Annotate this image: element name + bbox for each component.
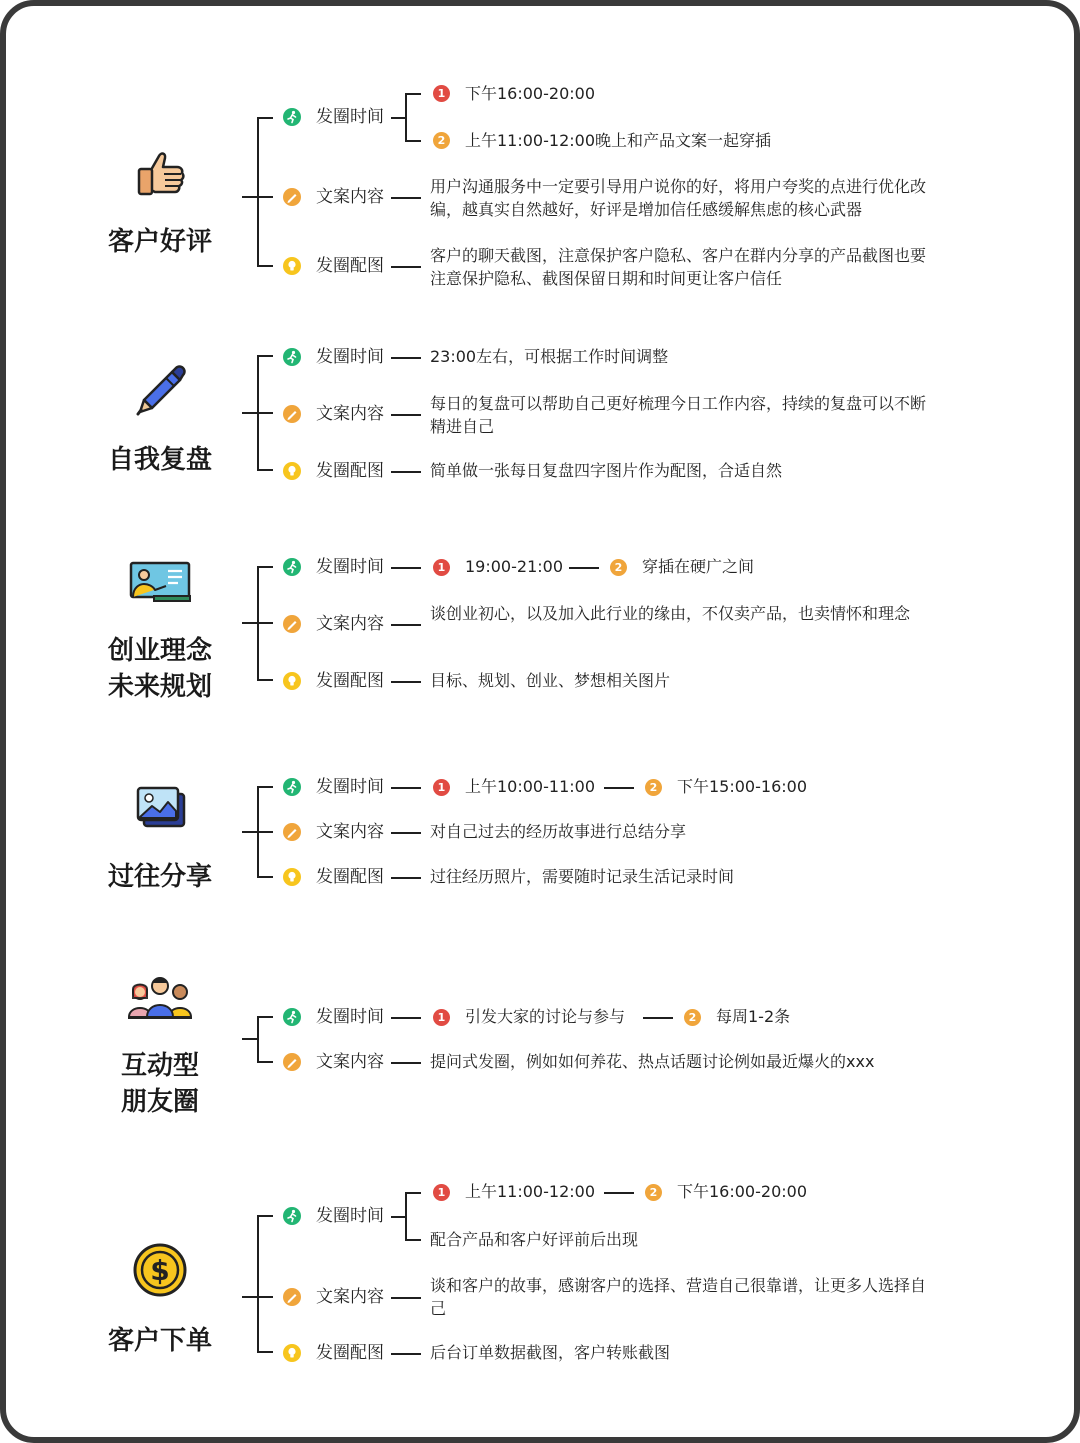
connector bbox=[257, 1016, 273, 1018]
connector bbox=[391, 1062, 421, 1064]
lightbulb-icon bbox=[282, 461, 302, 481]
presentation-board-icon bbox=[128, 560, 192, 604]
label-copy-content: 文案内容 bbox=[316, 404, 384, 424]
connector bbox=[391, 1017, 421, 1019]
time-option-2: 每周1-2条 bbox=[716, 1007, 791, 1026]
connector bbox=[604, 1192, 634, 1194]
label-post-image: 发圈配图 bbox=[316, 256, 384, 276]
connector bbox=[257, 196, 273, 198]
number-badge-1: 1 bbox=[433, 1184, 450, 1201]
pencil-icon bbox=[282, 187, 302, 207]
connector bbox=[405, 1192, 421, 1194]
running-man-icon bbox=[282, 777, 302, 797]
connector bbox=[391, 624, 421, 626]
pencil-icon bbox=[282, 1052, 302, 1072]
lightbulb-icon bbox=[282, 1343, 302, 1363]
connector bbox=[257, 831, 273, 833]
label-copy-content: 文案内容 bbox=[316, 1052, 384, 1072]
label-post-time: 发圈时间 bbox=[316, 1007, 384, 1027]
connector bbox=[257, 265, 273, 267]
connector bbox=[405, 93, 421, 95]
connector bbox=[257, 469, 273, 471]
connector bbox=[257, 355, 273, 357]
connector bbox=[405, 1239, 421, 1241]
connector bbox=[257, 786, 273, 788]
running-man-icon bbox=[282, 557, 302, 577]
number-badge-1: 1 bbox=[433, 1009, 450, 1026]
connector bbox=[257, 1296, 273, 1298]
section-title-line-2: 未来规划 bbox=[107, 672, 212, 702]
time-option-1: 引发大家的讨论与参与 bbox=[465, 1007, 626, 1026]
lightbulb-icon bbox=[282, 671, 302, 691]
lightbulb-icon bbox=[282, 256, 302, 276]
label-copy-content: 文案内容 bbox=[316, 614, 384, 634]
running-man-icon bbox=[282, 1007, 302, 1027]
connector bbox=[242, 831, 258, 833]
section-title: 客户好评 bbox=[107, 227, 212, 257]
pen-icon bbox=[130, 360, 190, 420]
connector bbox=[242, 1296, 258, 1298]
number-badge-1: 1 bbox=[433, 85, 450, 102]
connector bbox=[391, 1216, 405, 1218]
time-option-2: 上午11:00-12:00晚上和产品文案一起穿插 bbox=[465, 131, 771, 150]
connector bbox=[391, 1297, 421, 1299]
time-option-2: 下午16:00-20:00 bbox=[677, 1182, 807, 1201]
number-badge-2: 2 bbox=[433, 132, 450, 149]
time-option-1: 下午16:00-20:00 bbox=[465, 84, 595, 103]
section-title-line-2: 朋友圈 bbox=[120, 1087, 199, 1117]
post-image-text: 目标、规划、创业、梦想相关图片 bbox=[430, 671, 671, 690]
bracket bbox=[257, 117, 259, 267]
connector bbox=[391, 787, 421, 789]
bracket bbox=[257, 1016, 259, 1063]
post-image-text: 简单做一张每日复盘四字图片作为配图，合适自然 bbox=[430, 461, 783, 480]
connector bbox=[391, 414, 421, 416]
connector bbox=[391, 681, 421, 683]
time-option-1: 上午10:00-11:00 bbox=[465, 777, 595, 796]
pencil-icon bbox=[282, 1287, 302, 1307]
section-title: 客户下单 bbox=[107, 1326, 212, 1356]
connector bbox=[242, 196, 258, 198]
dollar-coin-icon bbox=[132, 1242, 188, 1298]
running-man-icon bbox=[282, 1206, 302, 1226]
post-image-text: 过往经历照片，需要随时记录生活记录时间 bbox=[430, 867, 735, 886]
number-badge-2: 2 bbox=[684, 1009, 701, 1026]
connector bbox=[391, 266, 421, 268]
number-badge-2: 2 bbox=[610, 559, 627, 576]
section-title: 自我复盘 bbox=[107, 445, 212, 475]
label-post-time: 发圈时间 bbox=[316, 107, 384, 127]
connector bbox=[257, 1351, 273, 1353]
connector bbox=[604, 787, 634, 789]
label-post-image: 发圈配图 bbox=[316, 1343, 384, 1363]
connector bbox=[242, 1038, 258, 1040]
running-man-icon bbox=[282, 347, 302, 367]
time-option-2: 下午15:00-16:00 bbox=[677, 777, 807, 796]
thumbs-up-icon bbox=[133, 146, 189, 202]
connector bbox=[257, 679, 273, 681]
post-image-text: 后台订单数据截图，客户转账截图 bbox=[430, 1343, 671, 1362]
number-badge-1: 1 bbox=[433, 779, 450, 796]
bracket bbox=[257, 1215, 259, 1353]
label-post-image: 发圈配图 bbox=[316, 671, 384, 691]
time-option-1: 19:00-21:00 bbox=[465, 557, 563, 576]
picture-icon bbox=[134, 784, 188, 830]
section-title: 过往分享 bbox=[107, 862, 212, 892]
section-title-line-1: 互动型 bbox=[120, 1051, 199, 1081]
connector bbox=[257, 622, 273, 624]
number-badge-2: 2 bbox=[645, 1184, 662, 1201]
label-post-time: 发圈时间 bbox=[316, 1206, 384, 1226]
pencil-icon bbox=[282, 822, 302, 842]
connector bbox=[257, 1215, 273, 1217]
connector bbox=[257, 566, 273, 568]
label-post-image: 发圈配图 bbox=[316, 867, 384, 887]
connector bbox=[257, 1061, 273, 1063]
label-copy-content: 文案内容 bbox=[316, 1287, 384, 1307]
running-man-icon bbox=[282, 107, 302, 127]
copy-content-text: 对自己过去的经历故事进行总结分享 bbox=[430, 822, 687, 841]
label-copy-content: 文案内容 bbox=[316, 822, 384, 842]
copy-content-text: 提问式发圈，例如如何养花、热点话题讨论例如最近爆火的xxx bbox=[430, 1052, 875, 1071]
bracket bbox=[405, 1192, 407, 1240]
connector bbox=[242, 622, 258, 624]
connector bbox=[391, 117, 405, 119]
connector bbox=[391, 197, 421, 199]
copy-content-text: 每日的复盘可以帮助自己更好梳理今日工作内容，持续的复盘可以不断精进自己 bbox=[430, 394, 927, 436]
lightbulb-icon bbox=[282, 867, 302, 887]
pencil-icon bbox=[282, 614, 302, 634]
time-option-2: 穿插在硬广之间 bbox=[642, 557, 755, 576]
copy-content-text: 用户沟通服务中一定要引导用户说你的好，将用户夸奖的点进行优化改编，越真实自然越好，好评是增加信任感缓解焦虑的核心武器 bbox=[430, 177, 927, 219]
connector bbox=[391, 877, 421, 879]
post-image-text: 客户的聊天截图，注意保护客户隐私、客户在群内分享的产品截图也要注意保护隐私、截图保留日期和时间更让客户信任 bbox=[430, 246, 927, 288]
post-time-text: 23:00左右，可根据工作时间调整 bbox=[430, 347, 669, 366]
connector bbox=[405, 140, 421, 142]
connector bbox=[391, 471, 421, 473]
connector bbox=[257, 412, 273, 414]
people-group-icon bbox=[126, 974, 194, 1020]
connector bbox=[242, 412, 258, 414]
connector bbox=[391, 1353, 421, 1355]
connector bbox=[257, 876, 273, 878]
label-copy-content: 文案内容 bbox=[316, 187, 384, 207]
connector bbox=[391, 357, 421, 359]
section-title-line-1: 创业理念 bbox=[107, 636, 212, 666]
copy-content-text: 谈和客户的故事，感谢客户的选择、营造自己很靠谱，让更多人选择自己 bbox=[430, 1276, 927, 1318]
label-post-time: 发圈时间 bbox=[316, 347, 384, 367]
connector bbox=[391, 567, 421, 569]
copy-content-text: 谈创业初心，以及加入此行业的缘由，不仅卖产品，也卖情怀和理念 bbox=[430, 604, 911, 623]
connector bbox=[391, 832, 421, 834]
time-note: 配合产品和客户好评前后出现 bbox=[430, 1230, 639, 1249]
number-badge-2: 2 bbox=[645, 779, 662, 796]
time-option-1: 上午11:00-12:00 bbox=[465, 1182, 595, 1201]
label-post-time: 发圈时间 bbox=[316, 777, 384, 797]
connector bbox=[569, 567, 599, 569]
number-badge-1: 1 bbox=[433, 559, 450, 576]
label-post-image: 发圈配图 bbox=[316, 461, 384, 481]
connector bbox=[257, 117, 273, 119]
bracket bbox=[405, 93, 407, 141]
label-post-time: 发圈时间 bbox=[316, 557, 384, 577]
svg-text:$: $ bbox=[150, 1254, 170, 1287]
pencil-icon bbox=[282, 404, 302, 424]
connector bbox=[643, 1017, 673, 1019]
